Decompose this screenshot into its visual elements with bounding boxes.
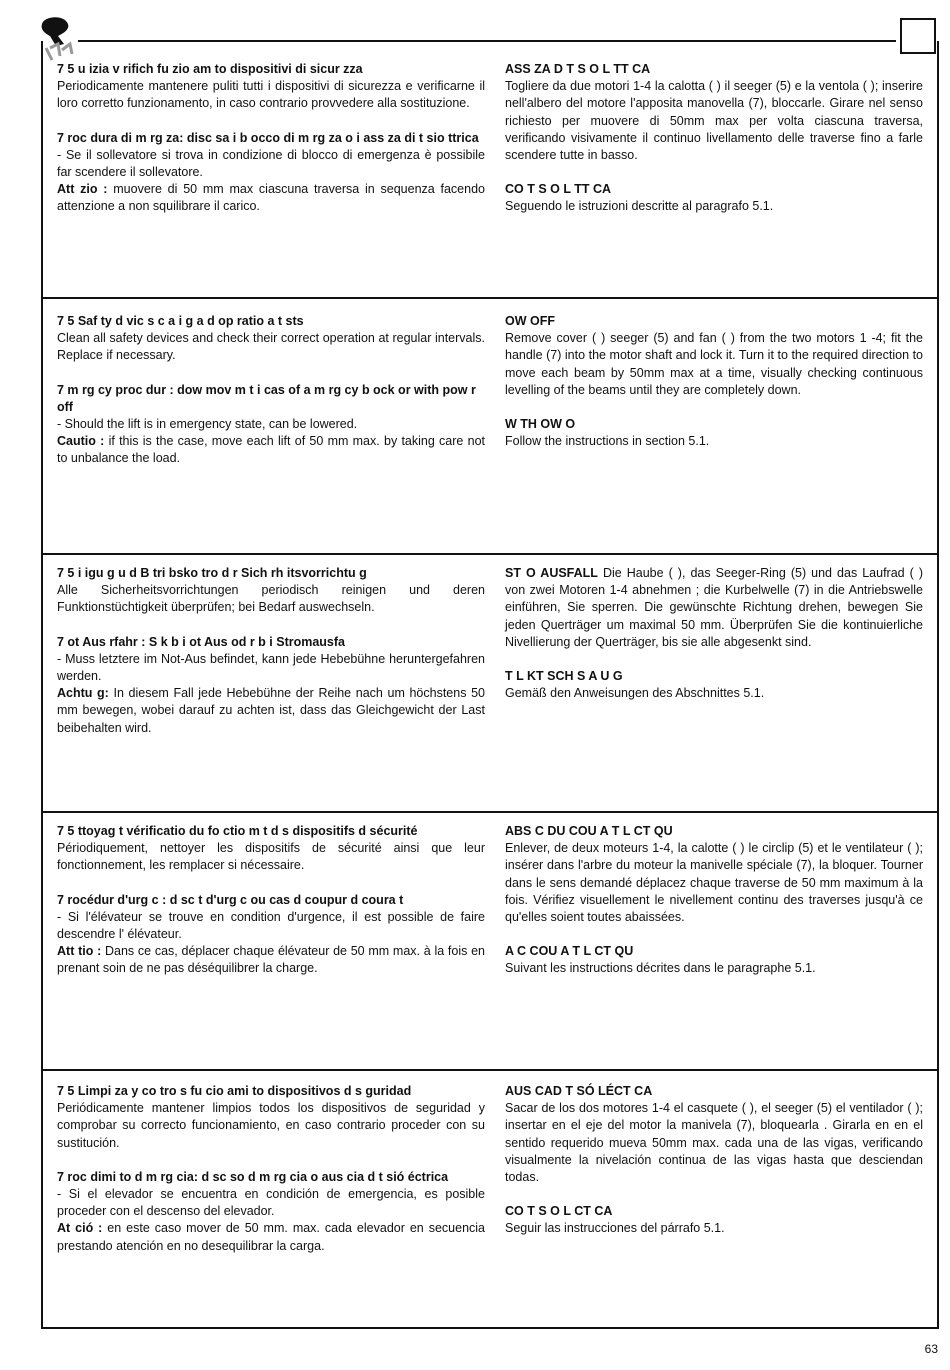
section-body: Clean all safety devices and check their correct operation at regular intervals. Replace if necessary.: [57, 331, 485, 363]
section-body: Periodicamente mantenere puliti tutti i dispositivi di sicurezza e verificarne il loro corretto funzionamento, in caso contrario provvedere alla sostituzione.: [57, 79, 485, 111]
section-english: [43, 297, 937, 466]
caution-label: Achtu g:: [57, 686, 109, 701]
caution-label: Att tio :: [57, 944, 102, 959]
section-body: Alle Sicherheitsvorrichtungen periodisch reinigen und deren Funktionstüchtigkeit überprüfen; bei Bedarf auswechseln.: [57, 583, 485, 615]
right-column: [505, 313, 923, 467]
section-french: [43, 811, 937, 976]
left-column: [57, 1083, 485, 1272]
caution-label: Att zio :: [57, 182, 108, 197]
caution-text: In diesem Fall jede Hebebühne der Reihe nach um höchstens 50 mm bewegen, wobei darauf zu achten ist, dass das Gleichgewicht der Last beibehalten wird.: [57, 686, 485, 735]
right-column: [505, 1083, 923, 1255]
caution-label: Cautio :: [57, 434, 105, 449]
caution-text: muovere di 50 mm max ciascuna traversa in sequenza facendo attenzione a non squilibrare il carico.: [57, 182, 485, 214]
caution-text: en este caso mover de 50 mm. max. cada elevador en secuencia prestando atención en no desequilibrar la carga.: [57, 1221, 485, 1253]
power-on-title: W TH OW O: [505, 417, 576, 432]
caution-paragraph: [57, 433, 485, 467]
section-title: 7 5 Saf ty d vic s c a i g a d op ratio a t sts: [57, 314, 304, 328]
power-off-title: AUS CAD T SÓ LÉCT CA: [505, 1084, 653, 1098]
power-on-body: Follow the instructions in section 5.1.: [505, 434, 710, 449]
right-column: [505, 61, 923, 233]
section-body: Périodiquement, nettoyer les dispositifs de sécurité ainsi que leur fonctionnement, les remplacer si nécessaire.: [57, 841, 485, 873]
power-off-title: ASS ZA D T S O L TT CA: [505, 62, 651, 76]
power-off-title: ABS C DU COU A T L CT QU: [505, 824, 673, 838]
left-column: [57, 61, 485, 233]
section-title: 7 5 ttoyag t vérificatio du fo ctio m t d s dispositifs d sécurité: [57, 824, 418, 838]
emergency-body: - Si l'élévateur se trouve en condition d'urgence, il est possible de faire descendre l' élévateur.: [57, 909, 485, 942]
power-off-title: OW OFF: [505, 314, 555, 328]
emergency-title: 7 roc dura di m rg za: disc sa i b occo di m rg za o i ass za di t sio ttrica: [57, 130, 479, 145]
power-off-body: Sacar de los dos motores 1-4 el casquete ( ), el seeger (5) el ventilador ( ); insertar en el eje del motor la manivela (7), bloquearla . Girarla en en el sentido requerido mueva 50mm max. cada una de las vigas, verificando visualmente la nivelación continua de las vigas hasta que desciendan todas.: [505, 1101, 923, 1185]
caution-label: At ció :: [57, 1221, 103, 1236]
emergency-title: 7 ot Aus rfahr : S k b i ot Aus od r b i Stromausfa: [57, 634, 345, 649]
section-title: 7 5 Limpi za y co tro s fu cio ami to dispositivos d s guridad: [57, 1084, 412, 1098]
emergency-body: - Muss letztere im Not-Aus befindet, kann jede Hebebühne heruntergefahren werden.: [57, 651, 485, 684]
left-column: [57, 565, 485, 754]
left-column: [57, 823, 485, 995]
emergency-title: 7 roc dimi to d m rg cia: d sc so d m rg cia o aus cia d t sió éctrica: [57, 1169, 449, 1184]
power-on-body: Gemäß den Anweisungen des Abschnittes 5.1.: [505, 686, 765, 701]
content-frame: [41, 41, 939, 1329]
power-on-body: Seguir las instrucciones del párrafo 5.1.: [505, 1221, 725, 1236]
power-off-paragraph: [505, 565, 923, 651]
power-off-body: Remove cover ( ) seeger (5) and fan ( ) from the two motors 1 -4; fit the handle (7) into the motor shaft and lock it. Turn it to the required direction to move each beam by 50mm max at a time, visually checking continuous levelling of the beams until they are completely down.: [505, 331, 923, 397]
right-column: [505, 823, 923, 995]
left-column: [57, 313, 485, 485]
caution-paragraph: [57, 943, 485, 977]
caution-text: Dans ce cas, déplacer chaque élévateur de 50 mm max. à la fois en prenant soin de ne pas déséquilibrer la charge.: [57, 944, 485, 976]
power-on-body: Seguendo le istruzioni descritte al paragrafo 5.1.: [505, 199, 774, 214]
caution-paragraph: [57, 181, 485, 215]
right-column: [505, 565, 923, 719]
emergency-body: - Si el elevador se encuentra en condición de emergencia, es posible proceder con el descenso del elevador.: [57, 1187, 485, 1219]
caution-text: if this is the case, move each lift of 50 mm max. by taking care not to unbalance the load.: [57, 434, 485, 466]
section-title: 7 5 i igu g u d B tri bsko tro d r Sich rh itsvorrichtu g: [57, 566, 367, 580]
power-off-body: Die Haube ( ), das Seeger-Ring (5) und das Laufrad ( ) von zwei Motoren 1-4 abnehmen ; die Kurbelwelle (7) in die Antriebswelle einführen, Sie sperren. Die gewünschte Richtung drehen, bewegen Sie jeden Querträger um maximal 50 mm. Überprüfen Sie die kontinuierliche Nivellierung der Querträger, bis sie alle abgesenkt sind.: [505, 566, 923, 649]
section-german: [43, 553, 937, 735]
power-off-title: ST O AUSFALL: [505, 566, 598, 580]
emergency-title: 7 rocédur d'urg c : d sc t d'urg c ou cas d coupur d coura t: [57, 892, 404, 907]
power-off-body: Enlever, de deux moteurs 1-4, la calotte ( ) le circlip (5) et le ventilateur ( ); insérer dans l'arbre du moteur la manivelle spéciale (7), la bloquer. Tourner dans le sens demandé déplacez chaque traverse de 50 mm maximum à la fois. Vérifiez visuellement le nivellement continu des traverses jusqu'à ce qu'elles soient toutes abaissées.: [505, 841, 923, 925]
emergency-title: 7 m rg cy proc dur : dow mov m t i cas of a m rg cy b ock or with pow r off: [57, 382, 476, 414]
power-on-title: CO T S O L CT CA: [505, 1204, 613, 1219]
page-number: 63: [924, 1342, 938, 1356]
power-on-title: A C COU A T L CT QU: [505, 944, 634, 959]
section-spanish: [43, 1069, 937, 1253]
emergency-body: - Should the lift is in emergency state, can be lowered.: [57, 417, 358, 432]
caution-paragraph: [57, 685, 485, 737]
emergency-body: - Se il sollevatore si trova in condizione di blocco di emergenza è possibile far scendere il sollevatore.: [57, 147, 485, 180]
power-off-body: Togliere da due motori 1-4 la calotta ( ) il seeger (5) e la ventola ( ); inserire nell'albero del motore l'apposita manovella (7), bloccarle. Girare nel senso richiesto per muovere di 50mm max per volta ciascuna traversa, verificando visivamente il continuo livellamento delle traverse fino a farle scendere tutte in basso.: [505, 79, 923, 163]
power-on-body: Suivant les instructions décrites dans le paragraphe 5.1.: [505, 961, 816, 976]
power-on-title: CO T S O L TT CA: [505, 182, 612, 197]
caution-paragraph: [57, 1220, 485, 1254]
section-body: Periódicamente mantener limpios todos los dispositivos de seguridad y comprobar su correcto funcionamiento, en caso contrario proceder con su sustitución.: [57, 1101, 485, 1150]
section-title: 7 5 u izia v rifich fu zio am to dispositivi di sicur zza: [57, 62, 363, 76]
power-on-title: T L KT SCH S A U G: [505, 669, 623, 684]
